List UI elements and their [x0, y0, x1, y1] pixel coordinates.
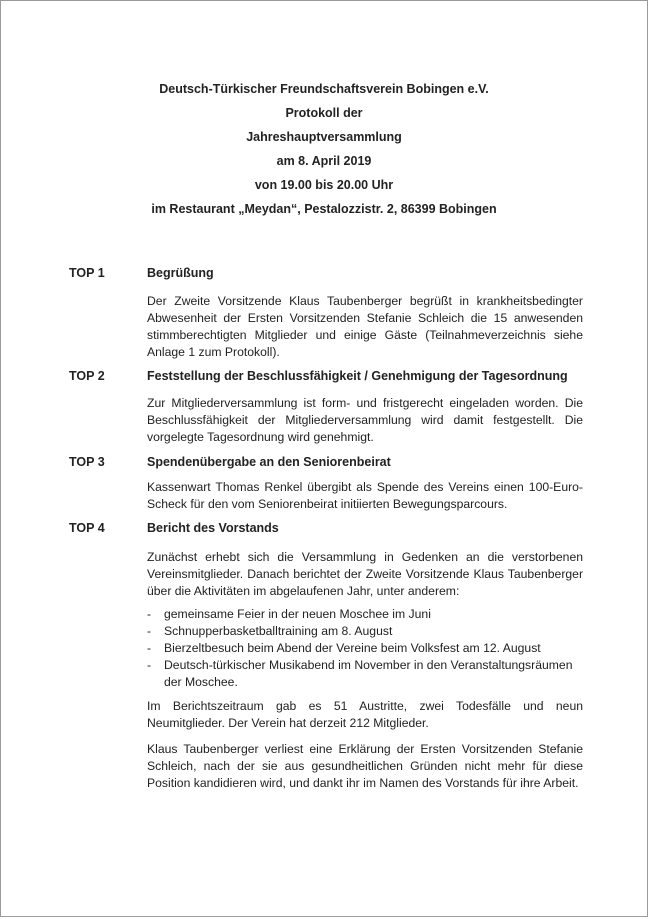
list-item-text: Bierzeltbesuch beim Abend der Vereine beim Volksfest am 12. August	[164, 641, 541, 655]
list-item	[147, 623, 583, 640]
list-item-text: Schnupperbasketballtraining am 8. August	[164, 624, 393, 638]
bullet-marker: -	[147, 607, 152, 621]
organization-name: Deutsch-Türkischer Freundschaftsverein Bobingen e.V.	[159, 82, 489, 96]
bullet-marker: -	[147, 658, 152, 672]
item-paragraph: Kassenwart Thomas Renkel übergibt als Spende des Vereins einen 100-Euro-Scheck für den vom Seniorenbeirat initiierten Bewegungsparcours.	[147, 480, 583, 511]
item-paragraph: Zunächst erhebt sich die Versammlung in Gedenken an die verstorbenen Vereinsmitglieder. Danach berichtet der Zweite Vorsitzende Klaus Taubenberger über die Aktivitäten im abgelaufenen Jahr, unter anderem:	[147, 550, 583, 598]
list-item	[147, 640, 583, 657]
item-title: Begrüßung	[147, 266, 214, 280]
item-paragraph: Im Berichtszeitraum gab es 51 Austritte, zwei Todesfälle und neun Neumitglieder. Der Verein hat derzeit 212 Mitglieder.	[147, 699, 583, 730]
list-item	[147, 657, 583, 691]
meeting-time: von 19.00 bis 20.00 Uhr	[254, 178, 394, 192]
item-title: Bericht des Vorstands	[147, 521, 279, 535]
list-item-text: gemeinsame Feier in der neuen Moschee im Juni	[164, 607, 431, 621]
item-paragraph: Der Zweite Vorsitzende Klaus Taubenberger begrüßt in krankheitsbedingter Abwesenheit der Ersten Vorsitzenden Stefanie Schleich die 15 anwesenden stimmberechtigten Mitglieder und einige Gäste (Teilnahmeverzeichnis siehe Anlage 1 zum Protokoll).	[147, 294, 583, 359]
activity-list	[147, 606, 583, 691]
bullet-marker: -	[147, 641, 152, 655]
item-paragraph: Klaus Taubenberger verliest eine Erklärung der Ersten Vorsitzenden Stefanie Schleich, nach der sie aus gesundheitlichen Gründen nicht mehr für diese Position kandidieren wird, und dankt ihr im Namen des Vorstands für ihre Arbeit.	[147, 742, 583, 790]
item-paragraph: Zur Mitgliederversammlung ist form- und fristgerecht eingeladen worden. Die Beschlussfähigkeit der Mitgliederversammlung wird damit festgestellt. Die vorgelegte Tagesordnung wird genehmigt.	[147, 396, 583, 444]
meeting-date: am 8. April 2019	[276, 154, 372, 168]
list-item	[147, 606, 583, 623]
item-title: Feststellung der Beschlussfähigkeit / Genehmigung der Tagesordnung	[147, 369, 568, 383]
item-label: TOP 1	[69, 266, 105, 280]
item-label: TOP 3	[69, 455, 105, 469]
item-label: TOP 4	[69, 521, 105, 535]
item-title: Spendenübergabe an den Seniorenbeirat	[147, 455, 391, 469]
document-header	[1, 77, 647, 221]
document-type: Protokoll der	[285, 106, 363, 120]
list-item-text: Deutsch-türkischer Musikabend im November in den Veranstaltungsräumen der Moschee.	[164, 658, 573, 689]
meeting-name: Jahreshauptversammlung	[246, 130, 402, 144]
item-label: TOP 2	[69, 369, 105, 383]
meeting-venue: im Restaurant „Meydan“, Pestalozzistr. 2, 86399 Bobingen	[151, 202, 497, 216]
bullet-marker: -	[147, 624, 152, 638]
